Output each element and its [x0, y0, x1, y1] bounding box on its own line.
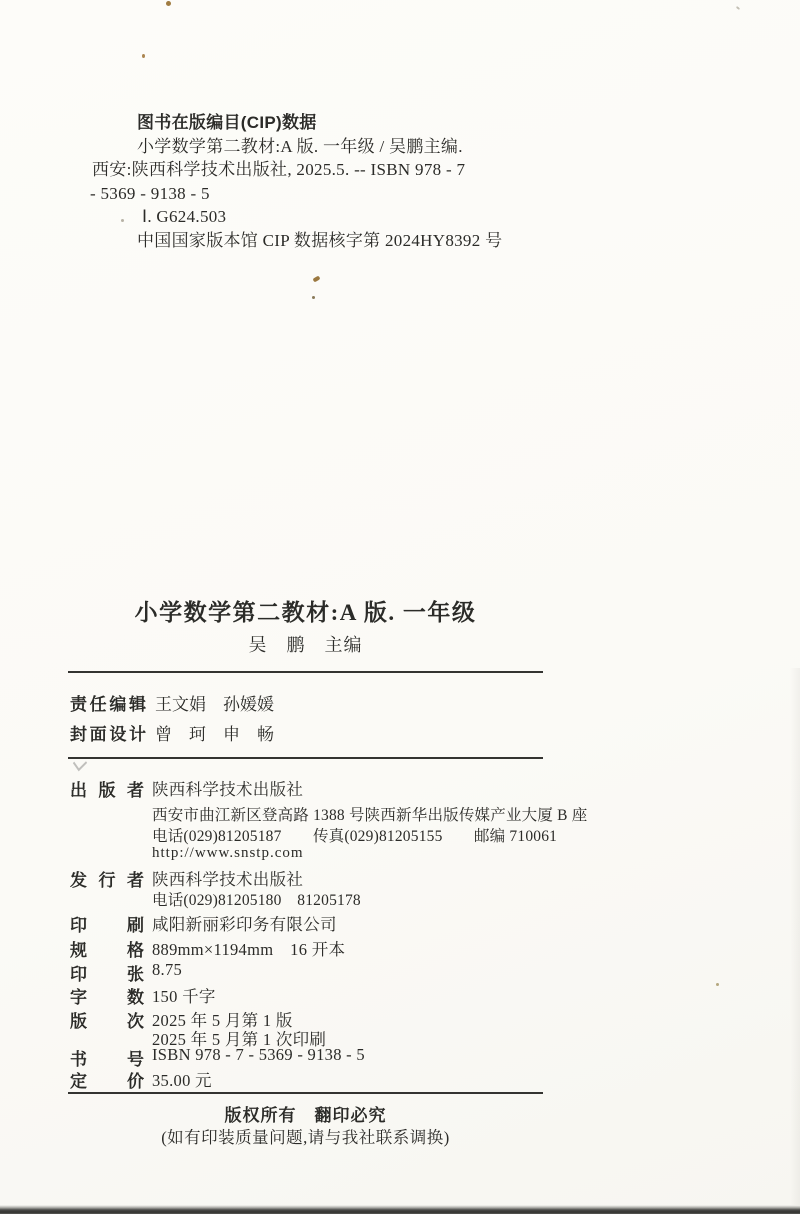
imprint-value-publisher-address: 西安市曲江新区登高路 1388 号陕西新华出版传媒产业大厦 B 座: [152, 807, 588, 824]
imprint-value-edition: 2025 年 5 月第 1 版: [152, 1011, 293, 1030]
imprint-value-printing: 2025 年 5 月第 1 次印刷: [152, 1030, 327, 1049]
imprint-label-word-count: 字数: [70, 988, 144, 1007]
cip-line-isbn-cont: - 5369 - 9138 - 5: [90, 183, 210, 203]
paper-speck: [312, 296, 315, 299]
paper-speck: [142, 54, 145, 58]
cip-line-title: 小学数学第二教材:A 版. 一年级 / 吴鹏主编.: [137, 136, 463, 156]
imprint-value-price: 35.00 元: [152, 1071, 212, 1090]
imprint-value-distributor-name: 陕西科学技术出版社: [152, 870, 304, 889]
staff-value-editor: 王文娟 孙媛媛: [155, 695, 274, 714]
cip-block: [90, 111, 580, 252]
imprint-label-format: 规格: [70, 941, 144, 960]
paper-speck: [736, 6, 740, 10]
staff-label-cover-design: 封面设计: [70, 725, 146, 744]
staff-value-cover-design: 曾 珂 申 畅: [155, 725, 274, 744]
page-curl-shadow: [790, 668, 800, 1214]
imprint-value-isbn: ISBN 978 - 7 - 5369 - 9138 - 5: [152, 1045, 365, 1064]
cip-heading: 图书在版编目(CIP)数据: [137, 113, 317, 132]
copyright-notice: 版权所有 翻印必究: [224, 1106, 387, 1125]
scan-bottom-edge: [0, 1205, 800, 1214]
divider-rule-bottom: [68, 1092, 543, 1094]
imprint-value-publisher-phone-fax-zip: 电话(029)81205187 传真(029)81205155 邮编 710061: [152, 828, 558, 845]
imprint-label-distributor: 发行者: [70, 871, 144, 890]
imprint-value-publisher-website: http://www.snstp.com: [152, 845, 304, 861]
divider-rule-top: [68, 671, 543, 673]
imprint-value-sheets: 8.75: [152, 960, 183, 979]
cip-line-record-number: 中国国家版本馆 CIP 数据核字第 2024HY8392 号: [137, 230, 503, 250]
imprint-label-isbn: 书号: [70, 1050, 144, 1069]
imprint-label-printer: 印刷: [70, 916, 144, 935]
imprint-value-printer: 咸阳新丽彩印务有限公司: [152, 915, 337, 934]
book-title: 小学数学第二教材:A 版. 一年级: [134, 600, 477, 625]
book-author: 吴 鹏 主编: [248, 635, 363, 655]
imprint-value-word-count: 150 千字: [152, 987, 216, 1006]
imprint-label-edition: 版次: [70, 1012, 144, 1031]
imprint-label-price: 定价: [70, 1072, 144, 1091]
divider-rule-middle: [68, 757, 543, 759]
cip-line-publisher-isbn: 西安:陕西科学技术出版社, 2025.5. -- ISBN 978 - 7: [92, 160, 466, 179]
imprint-value-distributor-phone: 电话(029)81205180 81205178: [152, 892, 361, 909]
staff-label-editor: 责任编辑: [70, 695, 146, 714]
imprint-value-publisher-name: 陕西科学技术出版社: [152, 780, 304, 799]
paper-speck: [312, 276, 320, 283]
paper-speck: [716, 983, 719, 986]
quality-exchange-note: (如有印装质量问题,请与我社联系调换): [161, 1128, 450, 1147]
imprint-label-sheets: 印张: [70, 965, 144, 984]
paper-speck: [166, 1, 171, 6]
imprint-value-format: 889mm×1194mm 16 开本: [152, 940, 346, 959]
imprint-label-publisher: 出版者: [70, 781, 144, 800]
cip-line-classification: Ⅰ. G624.503: [142, 207, 227, 226]
paper-speck: [121, 219, 124, 222]
